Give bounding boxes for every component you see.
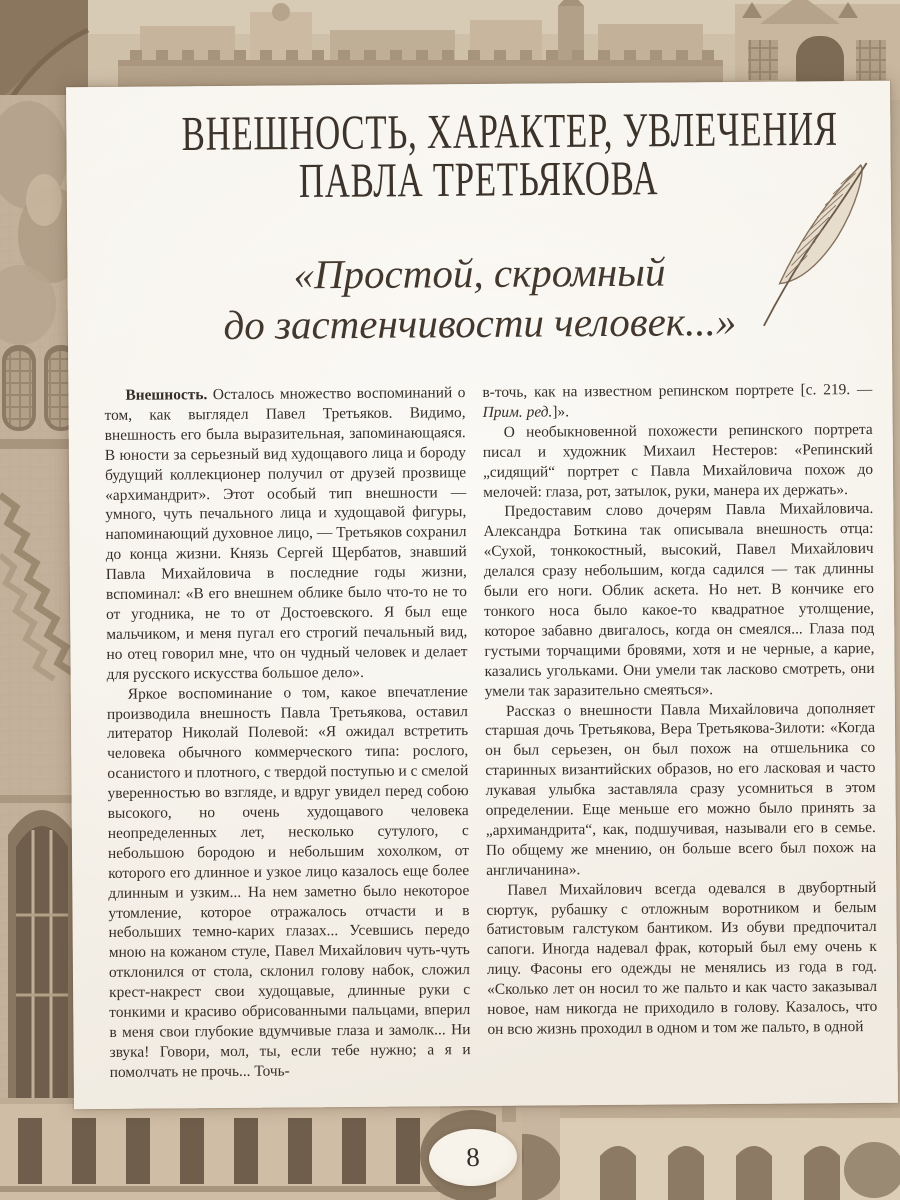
body-columns [104, 380, 878, 1100]
epigraph-line2: до застенчивости человек...» [223, 297, 737, 349]
paragraph: в-точь, как на известном репинском портрете [с. 219. — Прим. ред.]». [482, 380, 873, 421]
text-page [66, 81, 898, 1109]
paragraph: Яркое воспоминание о том, какое впечатление производила внешность Павла Третьякова, оставил литератор Николай Полевой: «Я ожидал встретить человека обычного коммерческого типа: рослого, осанистого и плотного, с твердой поступью и с смелой уверенностью во взгляде, и вдруг увидел перед собою высокого, но очень худощавого человека неопределенных лет, несколько сутулого, с небольшою бородою и небольшим хохолком, от которого его длинное и узкое лицо казалось еще более длинным и узким... На нем заметно было некоторое утомление, которое отражалось отчасти и в небольших темно-карих глазах... Усевшись передо мною на кожаном стуле, Павел Михайлович чуть-чуть отклонился от стола, склонил голову набок, сложил крест-накрест свои худощавые, длинные руки с тонкими и красиво обрисованными пальцами, вперил в меня свои глубокие вдумчивые глаза и замолк... Ни звука! Говори, мол, ты, если тебе нужно; а я и помолчать не прочь... Точь- [106, 682, 471, 1081]
paragraph: Рассказ о внешности Павла Михайловича дополняет старшая дочь Третьякова, Вера Третьякова-Зилоти: «Когда он был серьезен, он был похож на отшельника со старинных византийских образов, но его ласковая и часто лукавая улыбка заставляла сразу усомниться в этом определении. Еще меньше его можно было принять за „архимандрита“, как, подшучивая, называли его в семье. По общему же мнению, он больше всего был похож на англичанина». [485, 699, 877, 879]
paragraph: Внешность. Осталось множество воспоминаний о том, как выглядел Павел Третьяков. Видимо, внешность его была выразительная, запоминающаяся. В юности за серьезный вид худощавого лица и бороду будущий коллекционер получил от друзей прозвище «архимандрит». Этот особый тип внешности — умного, чуть печального лица и худощавой фигуры, напоминающий духовное лицо, — Третьяков сохранил до конца жизни. Князь Сергей Щербатов, знавший Павла Михайловича в последние годы жизни, вспоминал: «В его внешнем облике было что-то не то от угодника, не то от Достоевского. Я был еще мальчиком, и меня пугал его строгий печальный вид, но отец говорил мне, что он чудный человек и делает для русского искусства большое дело». [104, 384, 468, 683]
paragraph: Предоставим слово дочерям Павла Михайловича. Александра Боткина так описывала внешность отца: «Сухой, тонкокостный, высокий, Павел Михайлович делался сразу небольшим, когда садился — так длинны были его ноги. Облик аскета. Но нет. В кончике его тонкого носа было какое-то квадратное утолщение, которое забавно двигалось, когда он смеялся... Глаза под густыми торчащими бровями, хотя и не черные, а карие, казались угольками. Они умели так ласково смотреть, они умели так заразительно смеяться». [483, 500, 875, 700]
body-column-right [482, 380, 878, 1097]
quill-feather-icon [755, 153, 884, 332]
editor-note: Прим. ред. [482, 403, 553, 421]
run-in-heading: Внешность. [125, 386, 208, 404]
epigraph-line1: «Простой, скромный [293, 248, 666, 298]
page-number: 8 [465, 1141, 481, 1173]
page-title-line1: ВНЕШНОСТЬ, ХАРАКТЕР, УВЛЕЧЕНИЯ [181, 102, 839, 162]
paragraph: Павел Михайлович всегда одевался в двубортный сюртук, рубашку с отложным воротником и белым батистовым галстуком бантиком. Из обуви предпочитал сапоги. Иногда надевал фрак, который был ему очень к лицу. Фасоны его одежды не менялись из года в год. «Сколько лет он носил то же пальто и как часто заказывал новое, нам никогда не приходило в голову. Казалось, что он всю жизнь проходил в одном и том же пальто, в одной [486, 878, 878, 1038]
paragraph: О необыкновенной похожести репинского портрета писал и художник Михаил Нестеров: «Репинский „сидящий“ портрет с Павла Михайловича похож до мелочей: глаза, рот, затылок, руки, манера их держать». [482, 420, 874, 501]
page-title-line2: ПАВЛА ТРЕТЬЯКОВА [298, 151, 659, 209]
body-column-left [104, 383, 471, 1100]
